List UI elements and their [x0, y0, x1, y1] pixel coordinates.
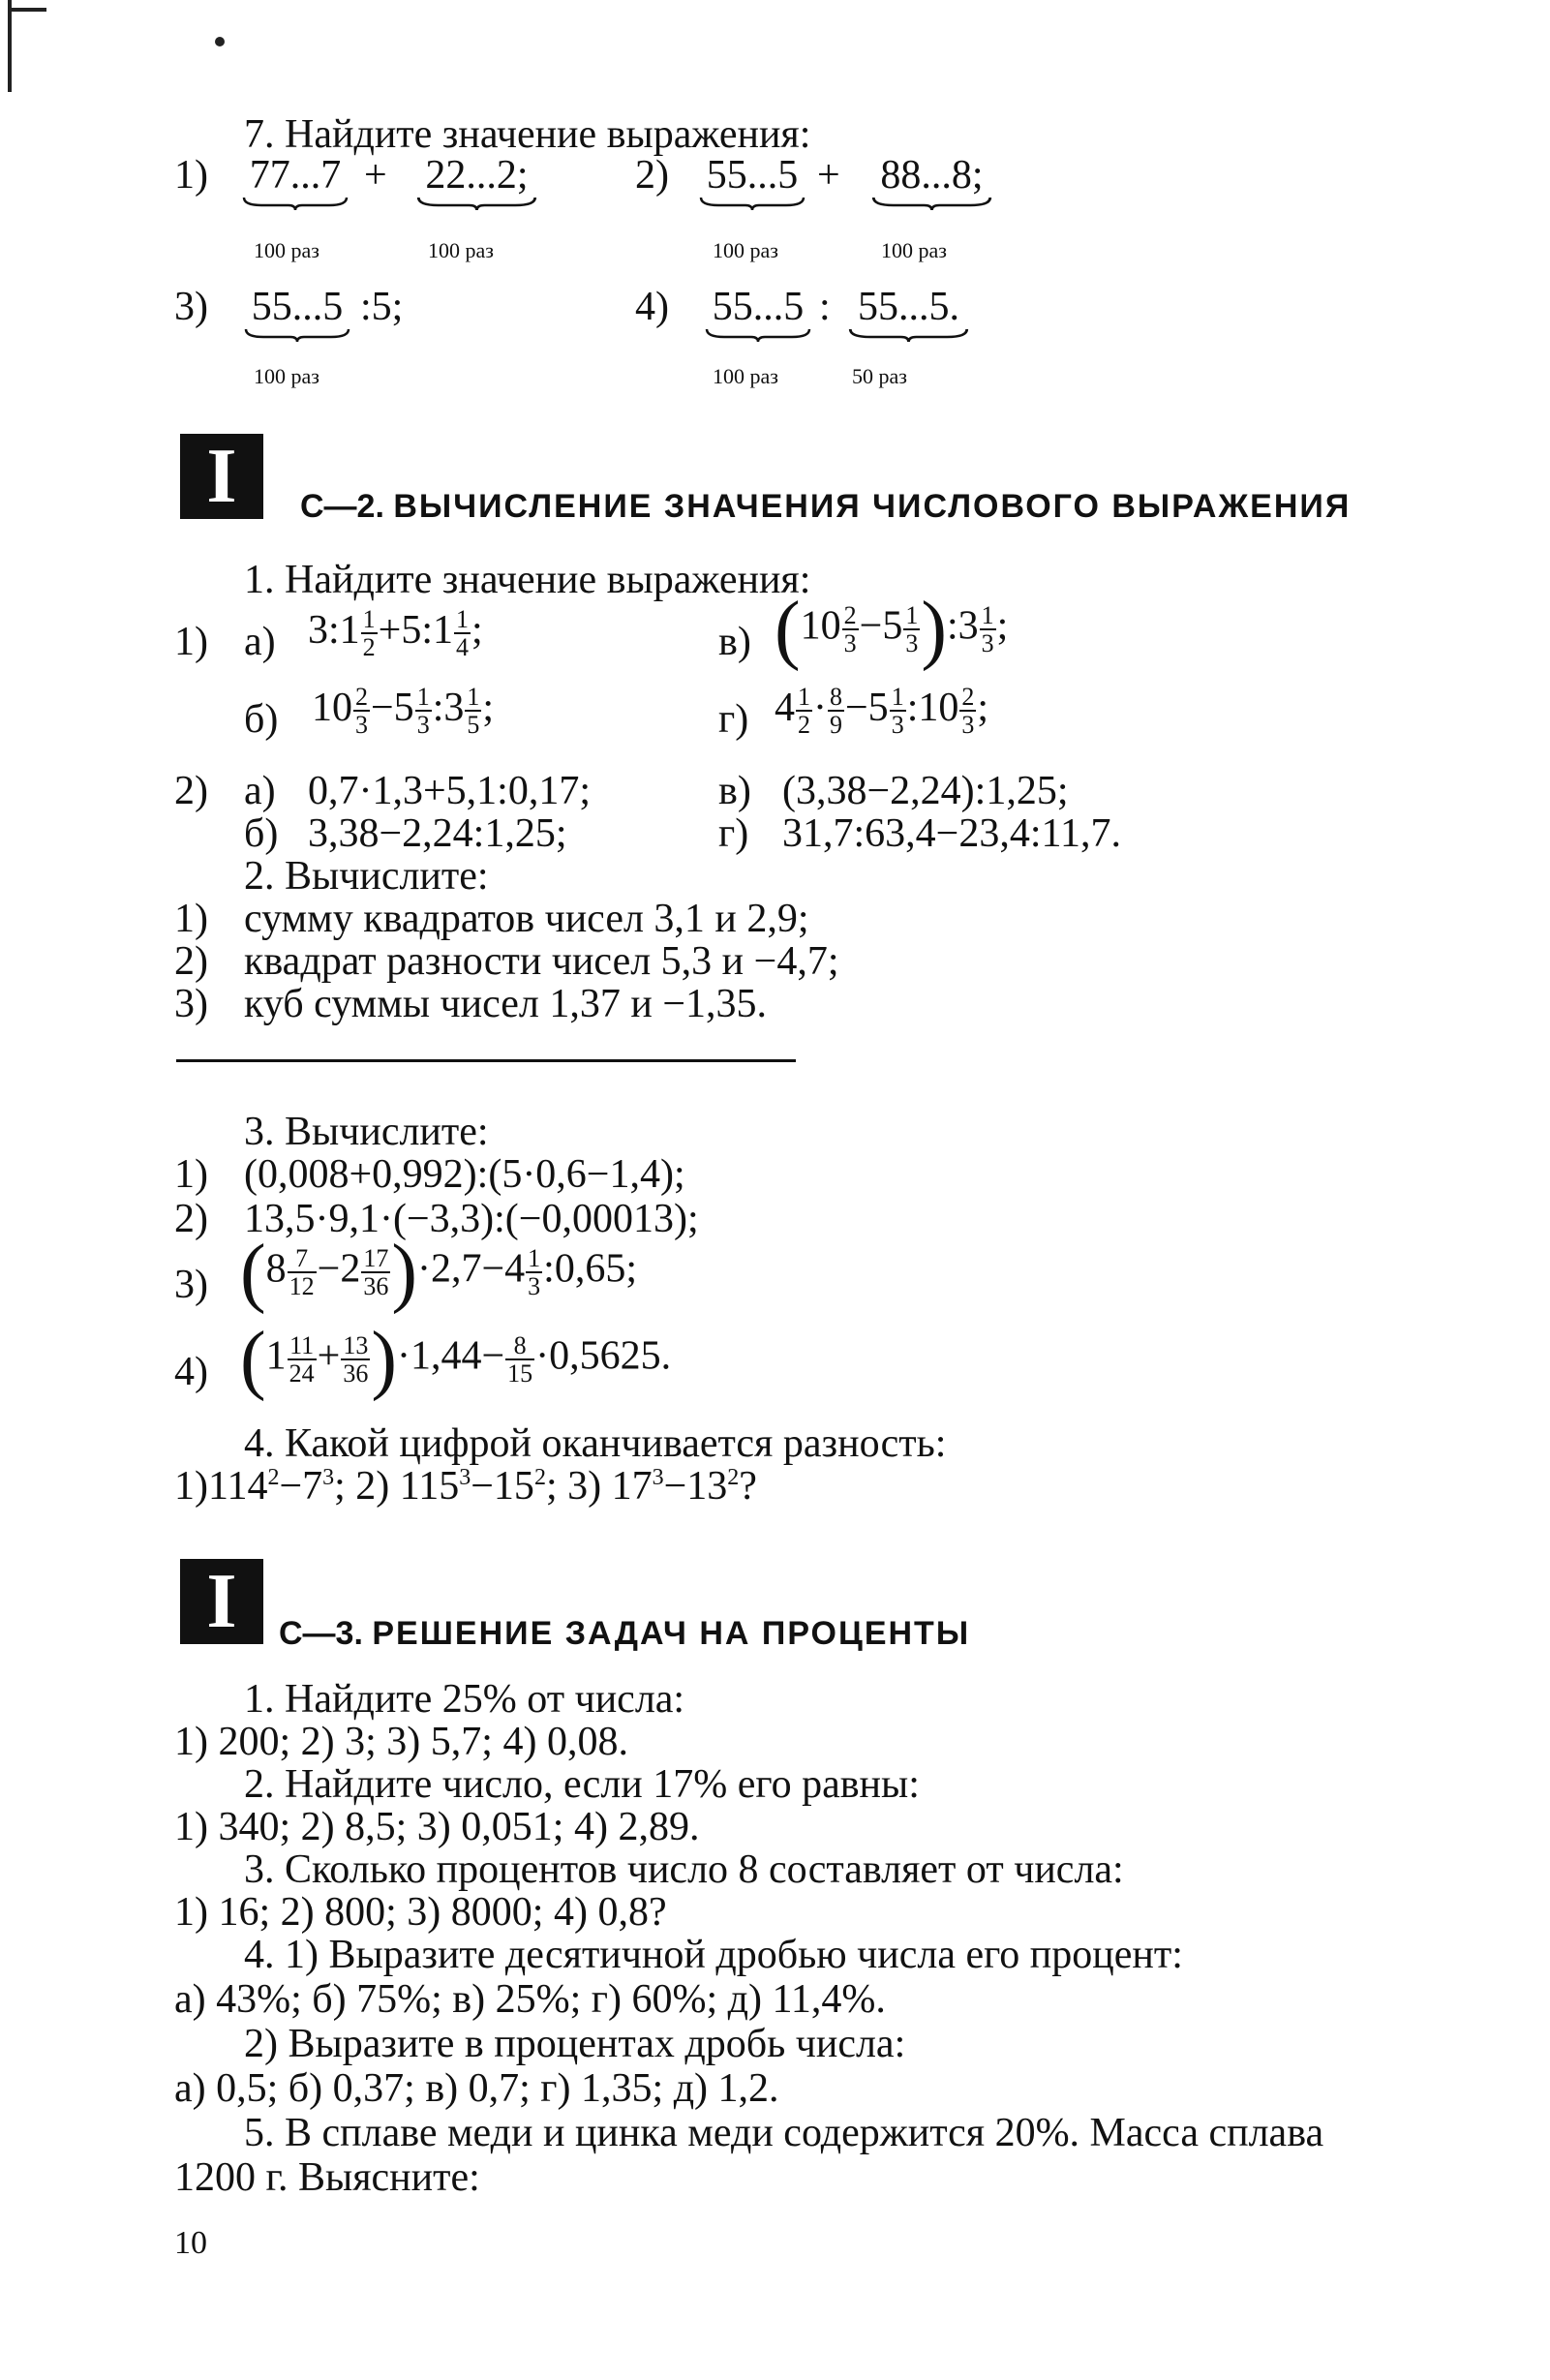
task7-item1-count-a: 100 раз	[254, 238, 319, 262]
c2-task3-item-4: (1 $\frac{11}{24}$ + $\frac{13}{36}$ )·1,44− $\frac{8}{15}$ ·0,5625.	[240, 1317, 672, 1402]
c2-task1-row2-b: 3,38−2,24:1,25;	[308, 811, 567, 856]
fraction: $\frac{1}{3}$	[905, 600, 919, 657]
task7-item2-count-b: 100 раз	[881, 238, 947, 262]
task7-item4-term-a: 55...5	[705, 287, 811, 343]
c3-task3-title: 3. Сколько процентов число 8 составляет от числа:	[244, 1847, 1124, 1892]
fraction: $\frac{13}{36}$	[343, 1330, 369, 1388]
fraction: $\frac{2}{3}$	[355, 683, 368, 740]
underbrace-icon	[244, 327, 350, 343]
fraction: $\frac{1}{3}$	[528, 1243, 541, 1300]
c2-task1-item-b-label: б)	[244, 697, 279, 742]
fraction: $\frac{7}{12}$	[289, 1243, 315, 1300]
task7-item2-label: 2)	[635, 153, 669, 198]
task7-item4-op: :	[819, 285, 831, 329]
c2-task1-row2-v-label: в)	[718, 769, 751, 813]
task7-item4-label: 4)	[635, 285, 669, 329]
dot-mark	[215, 37, 225, 46]
c2-task3-label-2: 2)	[174, 1197, 208, 1241]
c2-task2-title: 2. Вычислите:	[244, 854, 489, 899]
task7-item2-term-a: 55...5	[699, 155, 805, 211]
section-c3-badge: I	[180, 1559, 263, 1644]
fraction: $\frac{11}{24}$	[289, 1330, 315, 1388]
c3-task4-2-title: 2) Выразите в процентах дробь числа:	[244, 2022, 906, 2066]
underbrace-icon	[699, 196, 805, 211]
c2-task3-title: 3. Вычислите:	[244, 1110, 489, 1154]
fraction: $\frac{1}{2}$	[798, 683, 810, 740]
c2-task3-label-4: 4)	[174, 1350, 208, 1394]
c2-task1-title: 1. Найдите значение выражения:	[244, 558, 811, 602]
task7-item3-term-a: 55...5	[244, 287, 350, 343]
c2-task2-item-3: куб суммы чисел 1,37 и −1,35.	[244, 982, 768, 1026]
c2-task1-row2-label: 2)	[174, 769, 208, 813]
page-number: 10	[174, 2225, 207, 2261]
task7-item1-term-b: 22...2;	[416, 155, 537, 211]
c2-task1-item-v-label: в)	[718, 620, 751, 664]
fraction: $\frac{17}{36}$	[363, 1243, 389, 1300]
section-c3-title: С—3. РЕШЕНИЕ ЗАДАЧ НА ПРОЦЕНТЫ	[279, 1615, 971, 1652]
c2-task3-item-1: (0,008+0,992):(5·0,6−1,4);	[244, 1152, 685, 1197]
task7-item4-term-b: 55...5.	[848, 287, 969, 343]
c3-task5-line1: 5. В сплаве меди и цинка меди содержится 20%. Масса сплава	[244, 2111, 1324, 2155]
task7-item3-rest: :5;	[360, 285, 404, 329]
fraction: $\frac{1}{3}$	[981, 600, 994, 657]
c3-task4-items: а) 43%; б) 75%; в) 25%; г) 60%; д) 11,4%.	[174, 1977, 886, 2022]
fraction: $\frac{1}{4}$	[456, 605, 470, 662]
c3-task1-title: 1. Найдите 25% от числа:	[244, 1677, 685, 1722]
task7-item1-term-a: 77...7	[242, 155, 349, 211]
c2-task2-label-2: 2)	[174, 939, 208, 984]
c2-task1-item-a-label: а)	[244, 620, 276, 664]
fraction: $\frac{2}{3}$	[961, 683, 975, 740]
c3-task4-title: 4. 1) Выразите десятичной дробью числа его процент:	[244, 1933, 1183, 1977]
c2-task1-item-a: 3:1 $\frac{1}{2}$ +5:1 $\frac{1}{4}$ ;	[308, 605, 483, 662]
c2-task2-label-1: 1)	[174, 897, 208, 941]
c2-task1-item-g: 4 $\frac{1}{2}$ · $\frac{8}{9}$ −5 $\frac{1}{3}$ :10 $\frac{2}{3}$ ;	[775, 683, 989, 740]
c2-task3-label-1: 1)	[174, 1152, 208, 1197]
corner-mark-vertical	[8, 0, 12, 92]
c2-task1-row2-b-label: б)	[244, 811, 279, 856]
c2-task1-item-v: (10 $\frac{2}{3}$ −5 $\frac{1}{3}$ ):3 $\frac{1}{3}$ ;	[775, 587, 1009, 672]
c2-task3-label-3: 3)	[174, 1263, 208, 1307]
task7-title: 7. Найдите значение выражения:	[244, 112, 811, 157]
task7-item1-op: +	[364, 153, 387, 198]
c2-task1-row2-v: (3,38−2,24):1,25;	[782, 769, 1069, 813]
fraction: $\frac{8}{9}$	[830, 683, 842, 740]
task7-item2-term-b: 88...8;	[871, 155, 992, 211]
section-c2-title: С—2. ВЫЧИСЛЕНИЕ ЗНАЧЕНИЯ ЧИСЛОВОГО ВЫРАЖЕНИЯ	[300, 488, 1352, 525]
fraction: $\frac{1}{2}$	[362, 605, 376, 662]
c2-task1-row2-g: 31,7:63,4−23,4:11,7.	[782, 811, 1121, 856]
task7-item4-count-a: 100 раз	[713, 364, 778, 388]
underbrace-icon	[416, 196, 537, 211]
fraction: $\frac{2}{3}$	[843, 600, 857, 657]
underbrace-icon	[871, 196, 992, 211]
section-c2-badge: I	[180, 434, 263, 519]
c2-task3-item-3: (8 $\frac{7}{12}$ −2 $\frac{17}{36}$ )·2,7−4 $\frac{1}{3}$ :0,65;	[240, 1230, 637, 1315]
task7-item1-label: 1)	[174, 153, 208, 198]
corner-mark-horizontal	[8, 8, 46, 12]
c3-task1-items: 1) 200; 2) 3; 3) 5,7; 4) 0,08.	[174, 1720, 628, 1764]
c2-task2-label-3: 3)	[174, 982, 208, 1026]
c3-task2-title: 2. Найдите число, если 17% его равны:	[244, 1762, 920, 1807]
task7-item1-count-b: 100 раз	[428, 238, 494, 262]
c2-task1-row2-a: 0,7·1,3+5,1:0,17;	[308, 769, 592, 813]
c2-task3-item-2: 13,5·9,1·(−3,3):(−0,00013);	[244, 1197, 699, 1241]
c2-task1-row2-a-label: а)	[244, 769, 276, 813]
fraction: $\frac{1}{3}$	[891, 683, 904, 740]
fraction: $\frac{1}{5}$	[467, 683, 480, 740]
c3-task4-2-items: а) 0,5; б) 0,37; в) 0,7; г) 1,35; д) 1,2.	[174, 2066, 779, 2111]
c2-task1-item-b: 10 $\frac{2}{3}$ −5 $\frac{1}{3}$ :3 $\frac{1}{5}$ ;	[312, 683, 495, 740]
c2-task1-item-g-label: г)	[718, 697, 749, 742]
c3-task3-items: 1) 16; 2) 800; 3) 8000; 4) 0,8?	[174, 1890, 667, 1935]
fraction: $\frac{1}{3}$	[416, 683, 430, 740]
task7-item3-label: 3)	[174, 285, 208, 329]
underbrace-icon	[848, 327, 969, 343]
fraction: $\frac{8}{15}$	[507, 1330, 533, 1388]
divider-line	[176, 1059, 796, 1062]
c2-task2-item-2: квадрат разности чисел 5,3 и −4,7;	[244, 939, 839, 984]
c2-task2-item-1: сумму квадратов чисел 3,1 и 2,9;	[244, 897, 809, 941]
c2-task4-title: 4. Какой цифрой оканчивается разность:	[244, 1421, 947, 1466]
c2-task1-row2-g-label: г)	[718, 811, 749, 856]
c3-task2-items: 1) 340; 2) 8,5; 3) 0,051; 4) 2,89.	[174, 1805, 700, 1849]
task7-item2-count-a: 100 раз	[713, 238, 778, 262]
task7-item4-count-b: 50 раз	[852, 364, 907, 388]
task7-item3-count: 100 раз	[254, 364, 319, 388]
underbrace-icon	[705, 327, 811, 343]
task7-item2-op: +	[817, 153, 840, 198]
c3-task5-line2: 1200 г. Выясните:	[174, 2155, 480, 2200]
c2-task1-row1-label: 1)	[174, 620, 208, 664]
c2-task4-items: $1)114^2-7^3$; 2) $115^3-15^2$; 3) $17^3-13^2$?	[174, 1464, 757, 1509]
underbrace-icon	[242, 196, 349, 211]
